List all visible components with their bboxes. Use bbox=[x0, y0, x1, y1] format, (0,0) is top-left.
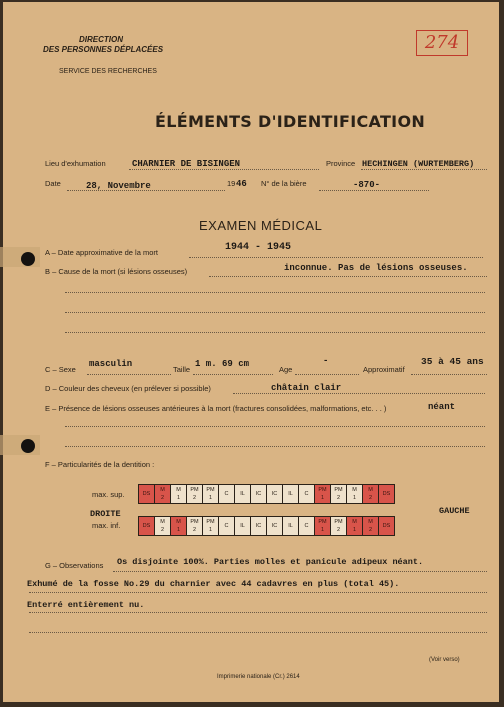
dotted-line bbox=[319, 190, 429, 191]
tooth-cell bbox=[379, 517, 394, 535]
tooth-cell bbox=[331, 485, 347, 503]
dotted-line bbox=[193, 374, 273, 375]
tooth-number: 2 bbox=[368, 495, 373, 501]
dotted-line bbox=[29, 612, 487, 613]
tooth-label: DS bbox=[142, 523, 151, 529]
tooth-cell bbox=[251, 517, 267, 535]
tooth-label: IL bbox=[240, 523, 245, 529]
dotted-line bbox=[361, 169, 487, 170]
upper-teeth-row bbox=[138, 484, 395, 504]
tooth-label: IC bbox=[271, 523, 278, 529]
d-label: D – Couleur des cheveux (en prélever si possible) bbox=[45, 384, 211, 393]
voir-verso-note: (Voir verso) bbox=[429, 657, 460, 663]
observation-line-2: Exhumé de la fosse No.29 du charnier avec 44 cadavres en plus (total 45). bbox=[27, 579, 400, 589]
observation-line-3: Enterré entièrement nu. bbox=[27, 600, 145, 610]
tooth-label: DS bbox=[382, 491, 391, 497]
approx-value: 35 à 45 ans bbox=[421, 356, 484, 367]
taille-value: 1 m. 69 cm bbox=[195, 359, 250, 369]
tooth-cell bbox=[299, 517, 315, 535]
b-value: inconnue. Pas de lésions osseuses. bbox=[284, 263, 468, 273]
tooth-cell bbox=[347, 517, 363, 535]
dotted-line bbox=[87, 374, 171, 375]
tooth-number: 2 bbox=[368, 527, 373, 533]
tooth-label: M bbox=[176, 519, 181, 525]
tooth-label: M bbox=[368, 519, 373, 525]
page-title: ÉLÉMENTS D'IDENTIFICATION bbox=[155, 112, 426, 131]
tooth-cell bbox=[331, 517, 347, 535]
tooth-cell bbox=[171, 485, 187, 503]
dotted-line bbox=[295, 374, 359, 375]
observation-line-1: Os disjointe 100%. Parties molles et panicule adipeux néant. bbox=[117, 557, 424, 567]
tooth-number: 2 bbox=[192, 495, 197, 501]
tooth-cell bbox=[251, 485, 267, 503]
tooth-label: PM bbox=[190, 487, 199, 493]
tooth-cell bbox=[267, 517, 283, 535]
approx-label: Approximatif bbox=[363, 365, 405, 374]
tooth-cell bbox=[379, 485, 394, 503]
header-service: SERVICE DES RECHERCHES bbox=[59, 68, 157, 75]
tooth-cell bbox=[347, 485, 363, 503]
tooth-number: 2 bbox=[336, 495, 341, 501]
biere-value: -870- bbox=[353, 180, 381, 190]
tooth-label: IL bbox=[288, 523, 293, 529]
tooth-cell bbox=[187, 485, 203, 503]
tooth-cell bbox=[219, 485, 235, 503]
tooth-label: C bbox=[304, 523, 309, 529]
lieu-value: CHARNIER DE BISINGEN bbox=[132, 159, 241, 169]
tooth-cell bbox=[139, 485, 155, 503]
dotted-line bbox=[65, 332, 485, 333]
tooth-cell bbox=[171, 517, 187, 535]
tooth-label: DS bbox=[382, 523, 391, 529]
header-personnes: DES PERSONNES DÉPLACÉES bbox=[43, 45, 164, 54]
tooth-cell bbox=[315, 485, 331, 503]
tooth-label: PM bbox=[190, 519, 199, 525]
province-label: Province bbox=[326, 159, 356, 168]
tooth-cell bbox=[203, 517, 219, 535]
tooth-label: DS bbox=[142, 491, 151, 497]
tooth-cell bbox=[363, 517, 379, 535]
header-direction: DIRECTION bbox=[79, 35, 123, 44]
document-number-stamp: 274 bbox=[416, 30, 468, 56]
tooth-number: 1 bbox=[352, 495, 357, 501]
tooth-number: 1 bbox=[176, 495, 181, 501]
document-sheet bbox=[3, 2, 499, 702]
c-value: masculin bbox=[89, 359, 133, 369]
tooth-cell bbox=[155, 517, 171, 535]
a-label: A – Date approximative de la mort bbox=[45, 248, 158, 257]
tooth-cell bbox=[283, 485, 299, 503]
max-sup-label: max. sup. bbox=[92, 490, 125, 499]
dotted-line bbox=[29, 632, 487, 633]
tooth-label: IC bbox=[255, 491, 262, 497]
a-value: 1944 - 1945 bbox=[225, 242, 292, 253]
dotted-line bbox=[65, 312, 485, 313]
tooth-label: PM bbox=[206, 519, 215, 525]
tooth-label: PM bbox=[334, 487, 343, 493]
tooth-label: C bbox=[224, 523, 229, 529]
lieu-label: Lieu d'exhumation bbox=[45, 159, 106, 168]
dotted-line bbox=[29, 592, 487, 593]
d-value: châtain clair bbox=[271, 383, 342, 393]
e-value: néant bbox=[428, 402, 456, 412]
tooth-number: 1 bbox=[176, 527, 181, 533]
b-label: B – Cause de la mort (si lésions osseuses) bbox=[45, 267, 188, 276]
tooth-number: 1 bbox=[208, 495, 213, 501]
dotted-line bbox=[233, 393, 485, 394]
c-label: C – Sexe bbox=[45, 365, 76, 374]
tooth-cell bbox=[363, 485, 379, 503]
dotted-line bbox=[411, 374, 487, 375]
printer-imprint: Imprimerie nationale (Cr.) 2614 bbox=[217, 674, 300, 680]
dotted-line bbox=[65, 426, 485, 427]
tooth-cell bbox=[203, 485, 219, 503]
tooth-label: PM bbox=[334, 519, 343, 525]
tooth-label: M bbox=[352, 519, 357, 525]
tooth-number: 2 bbox=[160, 527, 165, 533]
age-label: Age bbox=[279, 365, 293, 374]
tooth-cell bbox=[267, 485, 283, 503]
dotted-line bbox=[113, 571, 487, 572]
tooth-label: M bbox=[368, 487, 373, 493]
tooth-cell bbox=[219, 517, 235, 535]
age-value: - bbox=[323, 356, 329, 366]
gauche-label: GAUCHE bbox=[439, 506, 470, 516]
tooth-cell bbox=[299, 485, 315, 503]
tooth-number: 1 bbox=[320, 527, 325, 533]
tooth-label: PM bbox=[206, 487, 215, 493]
lower-teeth-row bbox=[138, 516, 395, 536]
tooth-label: IL bbox=[288, 491, 293, 497]
date-label: Date bbox=[45, 179, 61, 188]
punch-hole bbox=[21, 252, 35, 266]
tooth-number: 1 bbox=[208, 527, 213, 533]
tooth-label: C bbox=[224, 491, 229, 497]
dotted-line bbox=[129, 169, 319, 170]
tooth-label: M bbox=[160, 487, 165, 493]
tooth-label: PM bbox=[318, 519, 327, 525]
tooth-number: 2 bbox=[336, 527, 341, 533]
tooth-label: IC bbox=[271, 491, 278, 497]
dotted-line bbox=[209, 276, 487, 277]
dotted-line bbox=[65, 446, 485, 447]
taille-label: Taille bbox=[173, 365, 191, 374]
max-inf-label: max. inf. bbox=[92, 521, 121, 530]
tooth-number: 2 bbox=[160, 495, 165, 501]
tooth-cell bbox=[187, 517, 203, 535]
punch-hole bbox=[21, 439, 35, 453]
biere-label: N° de la bière bbox=[261, 179, 307, 188]
tooth-label: PM bbox=[318, 487, 327, 493]
tooth-label: M bbox=[176, 487, 181, 493]
tooth-label: M bbox=[160, 519, 165, 525]
tooth-label: M bbox=[352, 487, 357, 493]
e-label: E – Présence de lésions osseuses antérieures à la mort (fractures consolidées, malformations, etc. . . ) bbox=[45, 404, 387, 413]
tooth-cell bbox=[235, 485, 251, 503]
droite-label: DROITE bbox=[90, 509, 121, 519]
dotted-line bbox=[189, 257, 483, 258]
tooth-cell bbox=[139, 517, 155, 535]
tooth-number: 1 bbox=[352, 527, 357, 533]
tooth-cell bbox=[315, 517, 331, 535]
tooth-number: 2 bbox=[192, 527, 197, 533]
f-label: F – Particularités de la dentition : bbox=[45, 460, 155, 469]
header-block bbox=[43, 35, 164, 55]
date-year-suffix: 46 bbox=[236, 179, 247, 189]
section-title: EXAMEN MÉDICAL bbox=[199, 218, 323, 233]
g-label: G – Observations bbox=[45, 561, 104, 570]
tooth-cell bbox=[235, 517, 251, 535]
tooth-cell bbox=[283, 517, 299, 535]
tooth-label: C bbox=[304, 491, 309, 497]
province-value: HECHINGEN (WURTEMBERG) bbox=[362, 159, 475, 169]
tooth-label: IL bbox=[240, 491, 245, 497]
date-year-prefix: 19 bbox=[227, 179, 236, 188]
dotted-line bbox=[65, 292, 485, 293]
tooth-number: 1 bbox=[320, 495, 325, 501]
tooth-cell bbox=[155, 485, 171, 503]
tooth-label: IC bbox=[255, 523, 262, 529]
date-value: 28, Novembre bbox=[86, 181, 151, 191]
